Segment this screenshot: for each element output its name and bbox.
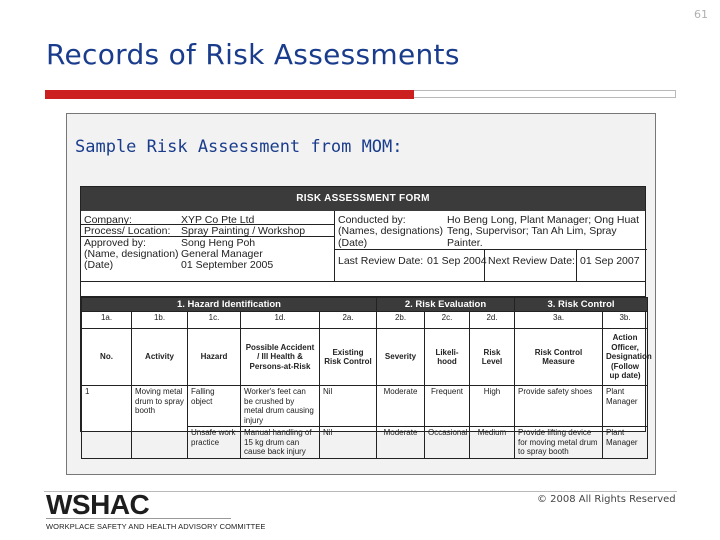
column-header: Activity [132, 329, 188, 386]
column-code: 2a. [320, 312, 377, 329]
conducted-value-1: Ho Beng Long, Plant Manager; Ong Huat [447, 214, 640, 226]
slide-title: Records of Risk Assessments [46, 38, 460, 71]
form-heading: RISK ASSESSMENT FORM [81, 187, 645, 211]
info-divider [81, 224, 334, 225]
row-hazard: Falling object [188, 386, 241, 427]
row-risk-level: Medium [470, 427, 515, 459]
form-spacer [81, 282, 645, 297]
wshac-logo: WSHAC [46, 489, 150, 520]
approved-value-2: General Manager [181, 248, 263, 260]
column-code: 2b. [377, 312, 425, 329]
column-header: Existing Risk Control [320, 329, 377, 386]
company-value: XYP Co Pte Ltd [181, 214, 255, 226]
approved-label-2: (Name, designation) [84, 248, 179, 260]
conducted-value-2: Teng, Supervisor; Tan Ah Lim, Spray [447, 225, 617, 237]
approved-value-3: 01 September 2005 [181, 259, 274, 271]
conducted-label-3: (Date) [338, 237, 368, 249]
next-review-value: 01 Sep 2007 [580, 255, 640, 267]
row-action-officer: Plant Manager [603, 386, 648, 427]
approved-value-1: Song Heng Poh [181, 237, 256, 249]
info-divider [334, 249, 647, 250]
row-accident: Manual handling of 15 kg drum can cause back injury [241, 427, 320, 459]
conducted-label-1: Conducted by: [338, 214, 406, 226]
row-likelihood: Frequent [425, 386, 470, 427]
column-header: Hazard [188, 329, 241, 386]
row-accident: Worker's feet can be crushed by metal drum causing injury [241, 386, 320, 427]
info-divider [334, 211, 335, 281]
process-value: Spray Painting / Workshop [181, 225, 306, 237]
conducted-value-3: Painter. [447, 237, 483, 249]
slide-subtitle: Sample Risk Assessment from MOM: [75, 137, 403, 157]
title-accent-bar [45, 90, 414, 99]
slide-number: 61 [694, 8, 708, 21]
row-existing-control: Nil [320, 427, 377, 459]
column-code: 1a. [82, 312, 132, 329]
logo-underline [46, 518, 231, 519]
column-code: 2c. [425, 312, 470, 329]
column-header-row [82, 329, 648, 386]
row-activity: Moving metal drum to spray booth [132, 386, 188, 459]
approved-label-3: (Date) [84, 259, 114, 271]
row-control-measure: Provide safety shoes [515, 386, 603, 427]
section-hazard-identification: 1. Hazard Identification [82, 298, 377, 312]
section-risk-evaluation: 2. Risk Evaluation [377, 298, 515, 312]
column-header: No. [82, 329, 132, 386]
column-code: 2d. [470, 312, 515, 329]
section-risk-control: 3. Risk Control [515, 298, 648, 312]
column-code: 3a. [515, 312, 603, 329]
last-review-label: Last Review Date: [338, 255, 424, 267]
company-label: Company: [84, 214, 132, 226]
row-existing-control: Nil [320, 386, 377, 427]
row-action-officer: Plant Manager [603, 427, 648, 459]
column-code-row [82, 312, 648, 329]
risk-assessment-form [80, 186, 652, 456]
title-accent-outline [414, 90, 676, 98]
row-hazard: Unsafe work practice [188, 427, 241, 459]
row-number: 1 [82, 386, 132, 459]
form-info-block [81, 211, 645, 282]
row-control-measure: Provide lifting device for moving metal drum to spray booth [515, 427, 603, 459]
column-code: 1b. [132, 312, 188, 329]
info-divider [576, 249, 577, 281]
column-code: 1c. [188, 312, 241, 329]
copyright-notice: © 2008 All Rights Reserved [537, 494, 676, 505]
column-code: 3b. [603, 312, 648, 329]
conducted-label-2: (Names, designations) [338, 225, 444, 237]
table-row [82, 386, 648, 427]
column-code: 1d. [241, 312, 320, 329]
column-header: Risk Level [470, 329, 515, 386]
approved-label-1: Approved by: [84, 237, 146, 249]
column-header: Severity [377, 329, 425, 386]
row-severity: Moderate [377, 427, 425, 459]
row-risk-level: High [470, 386, 515, 427]
last-review-value: 01 Sep 2004 [427, 255, 487, 267]
process-label: Process/ Location: [84, 225, 171, 237]
column-header: Action Officer, Designation (Follow up date) [603, 329, 648, 386]
next-review-label: Next Review Date: [488, 255, 575, 267]
column-header: Likeli-hood [425, 329, 470, 386]
logo-tagline: WORKPLACE SAFETY AND HEALTH ADVISORY COMMITTEE [46, 522, 266, 531]
row-severity: Moderate [377, 386, 425, 427]
column-header: Risk Control Measure [515, 329, 603, 386]
column-header: Possible Accident / Ill Health & Persons-at-Risk [241, 329, 320, 386]
risk-table [81, 297, 652, 459]
row-likelihood: Occasional [425, 427, 470, 459]
info-divider [81, 236, 334, 237]
section-header-row [82, 298, 648, 312]
info-divider [484, 249, 485, 281]
